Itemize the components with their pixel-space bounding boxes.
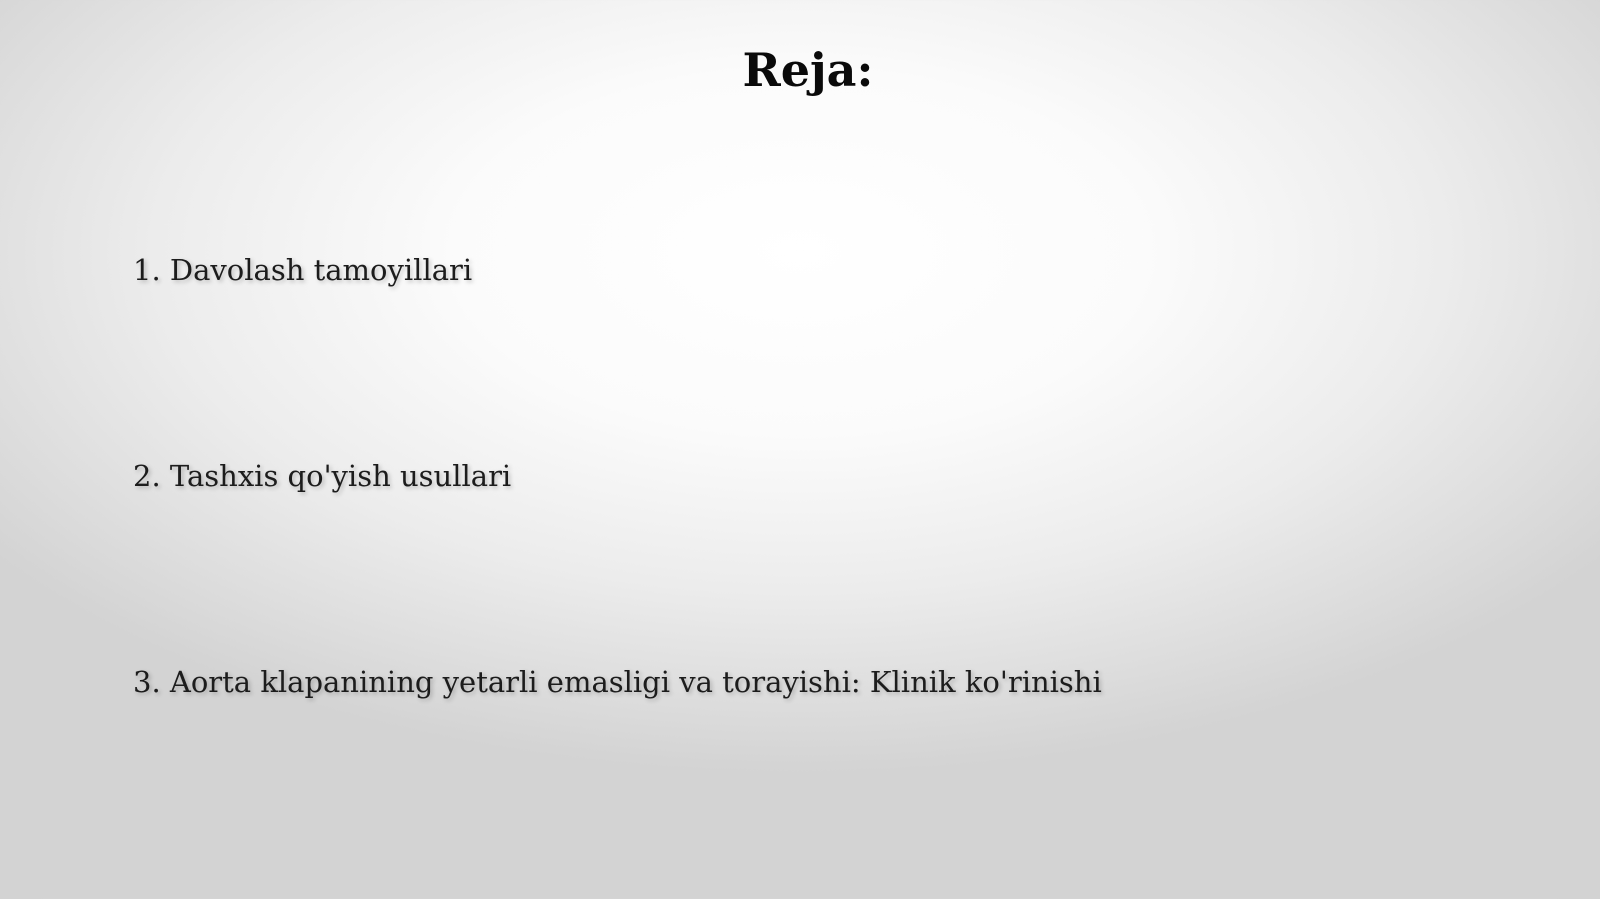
agenda-item-2: 2. Tashxis qo'yish usullari (133, 459, 512, 493)
slide-title: Reja: (742, 43, 874, 97)
agenda-item-1: 1. Davolash tamoyillari (133, 253, 473, 287)
agenda-item-3: 3. Aorta klapanining yetarli emasligi va torayishi: Klinik ko'rinishi (133, 665, 1102, 699)
